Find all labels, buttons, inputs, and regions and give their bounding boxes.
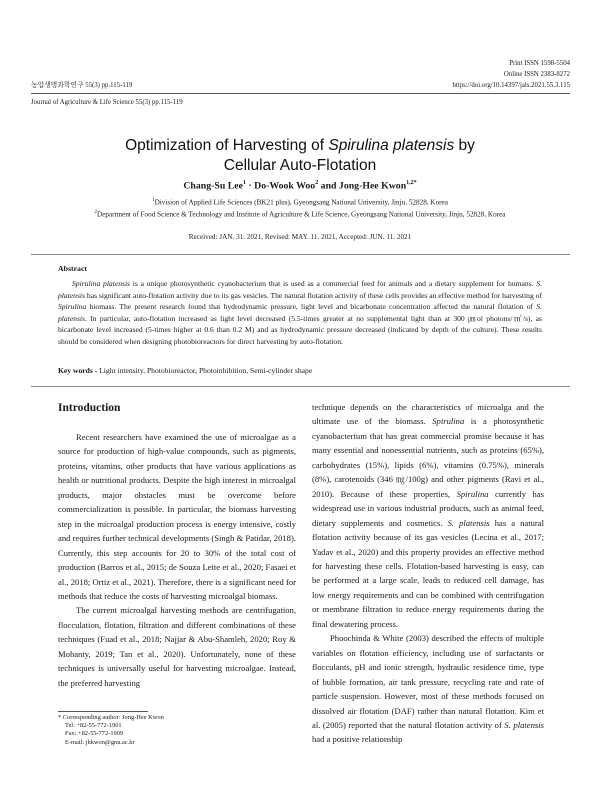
affiliation-2: $^2$Department of Food Science & Technology and Institute of Agriculture & Life Science, Gyeongsang National University, Jinju, 52828, Korea	[94, 210, 506, 219]
author-1: Chang-Su Lee	[183, 180, 243, 192]
left-column	[58, 430, 296, 690]
title-species: Spirulina platensis	[328, 137, 455, 154]
affiliation-1: $^1$Division of Applied Life Sciences (BK21 plus), Gyeongsang National University, Jinju, 52828, Korea	[152, 198, 448, 207]
title-line1-pre: Optimization of Harvesting of	[125, 137, 329, 154]
issn-block	[453, 58, 570, 91]
journal-english-citation: Journal of Agriculture & Life Science 55(3) pp.115-119	[31, 99, 183, 106]
footnote-tel: Tel: +82-55-772-1901	[65, 722, 122, 730]
title-line2: Cellular Auto-Flotation	[223, 157, 377, 174]
footnote-author: * Corresponding author: Jong-Hee Kwon	[58, 714, 164, 721]
keywords-text: - Light intensity, Photobioreactor, Photoinhibition, Semi-cylinder shape	[92, 366, 313, 375]
footnote-fax: Fax: +82-55-772-1909	[65, 730, 124, 738]
journal-korean-citation: 농업생명과학연구 55(3) pp.115-119	[31, 82, 133, 89]
keywords	[58, 366, 542, 375]
paper-title	[0, 136, 600, 176]
print-issn: Print ISSN 1598-5504	[509, 60, 570, 67]
author-3: Jong-Hee Kwon	[338, 180, 407, 192]
author-2: Do-Wook Woo	[254, 180, 316, 192]
abstract-top-rule	[31, 254, 570, 255]
header-rule	[31, 93, 570, 94]
footnote-rule	[58, 711, 148, 712]
title-line1-post: by	[454, 137, 475, 154]
intro-paragraph-3: technique depends on the characteristics of microalga and the ultimate use of the biomass. Spirulina is a photosynthetic cyanobacterium that has great commercial promise because it has many essential and nonessential nutrients, such as proteins (65%), carbohydrates (15%), lipids (6%), vitamins (0.75%), minerals (8%), carotenoids (346 ㎎/100g) and other pigments (Ravi et al., 2010). Because of these properties, Spirulina currently has widespread use in various industrial products, such as animal feed, dietary supplements and cosmetics. S. platensis has a natural flotation activity because of its gas vesicles (Lecina et al., 2017; Yadav et al., 2020) and this property provides an effective method for harvesting these cells. Flotation-based harvesting is easy, can be performed at a large scale, leads to reduced cell damage, has low energy requirements and can be combined with centrifugation or membrane filtration to reduce energy requirements during the final dewatering process.	[312, 402, 544, 629]
keywords-label: Key words	[58, 366, 93, 375]
abstract-heading: Abstract	[58, 264, 88, 273]
footnote-email[interactable]: E-mail: jhkwon@gnu.ac.kr	[65, 738, 135, 746]
author-list: Chang-Su Lee$^1$ · Do-Wook Woo$^2$ and Jong-Hee Kwon$^{1,2*}$	[183, 180, 417, 192]
corresponding-author-footnote	[58, 714, 164, 747]
intro-paragraph-1: Recent researchers have examined the use of microalgae as a source for production of high-value compounds, such as pigments, proteins, vitamins, other products that have various applications as health or nutritional products. Despite the high interest in microalgal products, major obstacles must be overcome before commercialization is possible. In particular, the biomass harvesting step in the microalgal production process is energy intensive, costly and requires further technical developments (Singh & Patidar, 2018). Currently, this step accounts for 20 to 30% of the total cost of production (Barros et al., 2015; de Souza Leite et al., 2020; Fasaei et al., 2018; Ortiz et al., 2021). Therefore, there is a significant need for methods that reduce the costs of harvesting microalgal biomass.	[58, 432, 296, 601]
intro-paragraph-2: The current microalgal harvesting methods are centrifugation, flocculation, flotation, filtration and different combinations of these techniques (Fuad et al., 2018; Najjar & Abu-Shamleh, 2020; Roy & Mohanty, 2019; Tan et al., 2020). Unfortunately, none of these techniques is universally useful for harvesting microalgae. Instead, the preferred harvesting	[58, 605, 296, 688]
received-dates: Received: JAN. 31. 2021, Revised: MAY. 11. 2021, Accepted: JUN. 11. 2021	[188, 233, 412, 241]
introduction-heading: Introduction	[58, 402, 121, 414]
intro-paragraph-4: Phoochinda & White (2003) described the effects of multiple variables on flotation efficiency, including use of surfactants or flocculants, pH and ionic strength, hydraulic residence time, type of bubble formation, air tank pressure, recycling rate and rate of particle suspension. However, most of these methods focused on dissolved air flotation (DAF) rather than natural flotation. Kim et al. (2005) reported that the natural flotation activity of S. platensis had a positive relationship	[312, 633, 544, 745]
abstract-body: Spirulina platensis is a unique photosynthetic cyanobacterium that is used as a commercial feed for animals and a dietary supplement for humans. S. platensis has significant auto-flotation activity due to its gas vesicles. The natural flotation activity of these cells provides an effective method for harvesting of Spirulina biomass. The present research found that hydrodynamic pressure, light level and bicarbonate concentration affected the natural flotation of S. platensis. In particular, auto-flotation increased as light level decreased (5.5-times greater at no supplemental light than at 300 ㎛ol photons/㎡/s), as bicarbonate level increased (5-times higher at 0.6 than 0.2 M) and as hydrodynamic pressure decreased (indicated by depth of the culture). These results should be considered when designing photobioreactors for direct harvesting by auto-flotation.	[58, 279, 542, 346]
doi-link[interactable]: https://doi.org/10.14397/jals.2021.55.3.115	[452, 82, 570, 89]
online-issn: Online ISSN 2383-8272	[503, 71, 570, 78]
right-column	[312, 400, 544, 747]
abstract-bottom-rule	[31, 386, 570, 387]
